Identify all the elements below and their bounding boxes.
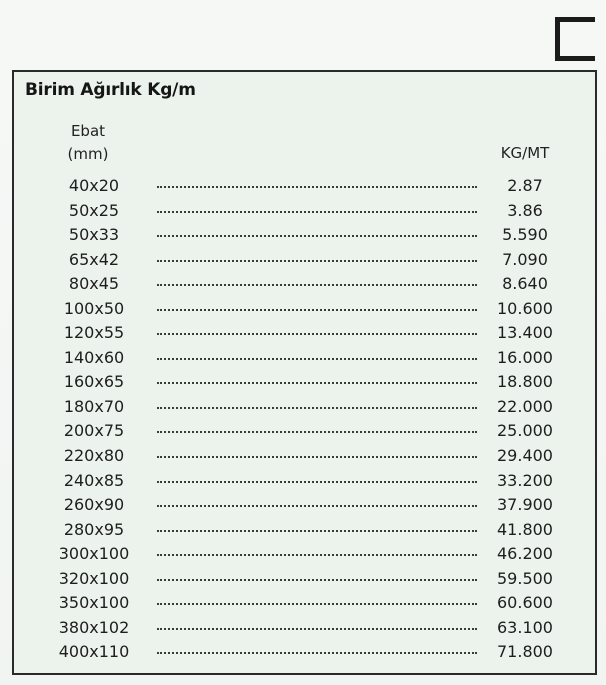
row-weight: 59.500 [497, 568, 553, 588]
dot-leader [157, 456, 477, 458]
weight-table-panel [12, 70, 597, 675]
table-row [14, 639, 595, 664]
dot-leader [157, 382, 477, 384]
channel-profile-icon [555, 17, 595, 61]
table-row [14, 296, 595, 321]
table-body [14, 173, 595, 664]
row-size: 300x100 [58, 544, 130, 564]
row-weight: 7.090 [502, 249, 548, 269]
row-size: 40x20 [68, 176, 120, 195]
table-row [14, 173, 595, 198]
dot-leader [157, 505, 477, 507]
dot-leader [157, 407, 477, 409]
dot-leader [157, 186, 477, 188]
dot-leader [157, 358, 477, 360]
size-column-header [58, 120, 118, 166]
row-weight: 33.200 [497, 470, 553, 490]
table-row [14, 590, 595, 615]
row-weight: 60.600 [497, 593, 553, 613]
row-size: 100x50 [63, 298, 125, 318]
table-row [14, 247, 595, 272]
row-size: 65x42 [68, 249, 120, 269]
row-size: 80x45 [68, 274, 120, 294]
table-row [14, 443, 595, 468]
row-weight: 18.800 [497, 372, 553, 392]
table-row [14, 345, 595, 370]
row-size: 50x33 [68, 225, 120, 245]
table-row [14, 566, 595, 591]
row-weight: 46.200 [497, 544, 553, 564]
size-header-unit: (mm) [67, 145, 109, 163]
dot-leader [157, 579, 477, 581]
row-weight: 22.000 [497, 396, 553, 416]
row-weight: 13.400 [497, 323, 553, 343]
row-weight: 2.87 [507, 176, 543, 195]
row-size: 280x95 [63, 519, 125, 539]
size-header-label: Ebat [70, 122, 106, 140]
table-row [14, 615, 595, 640]
row-weight: 71.800 [497, 642, 553, 662]
weight-column-header: KG/MT [500, 144, 550, 162]
table-row [14, 320, 595, 345]
row-size: 400x110 [58, 642, 130, 662]
row-size: 220x80 [63, 446, 125, 466]
row-weight: 10.600 [497, 298, 553, 318]
dot-leader [157, 309, 477, 311]
dot-leader [157, 211, 477, 213]
table-row [14, 271, 595, 296]
row-size: 200x75 [63, 421, 125, 441]
row-weight: 8.640 [502, 274, 548, 294]
row-weight: 16.000 [497, 347, 553, 367]
table-row [14, 369, 595, 394]
table-row [14, 394, 595, 419]
dot-leader [157, 554, 477, 556]
dot-leader [157, 235, 477, 237]
row-size: 320x100 [58, 568, 130, 588]
table-row [14, 468, 595, 493]
dot-leader [157, 260, 477, 262]
row-weight: 5.590 [502, 225, 548, 245]
dot-leader [157, 628, 477, 630]
table-row [14, 541, 595, 566]
row-size: 160x65 [63, 372, 125, 392]
table-row [14, 517, 595, 542]
dot-leader [157, 284, 477, 286]
row-size: 240x85 [63, 470, 125, 490]
dot-leader [157, 481, 477, 483]
row-size: 380x102 [58, 617, 130, 637]
dot-leader [157, 603, 477, 605]
row-size: 140x60 [63, 347, 125, 367]
table-row [14, 418, 595, 443]
table-row [14, 198, 595, 223]
row-weight: 63.100 [497, 617, 553, 637]
row-size: 50x25 [68, 200, 120, 220]
row-weight: 25.000 [497, 421, 553, 441]
row-size: 120x55 [63, 323, 125, 343]
dot-leader [157, 333, 477, 335]
dot-leader [157, 530, 477, 532]
row-weight: 3.86 [507, 200, 543, 220]
row-size: 260x90 [63, 495, 125, 515]
table-row [14, 222, 595, 247]
row-weight: 41.800 [497, 519, 553, 539]
table-row [14, 492, 595, 517]
dot-leader [157, 431, 477, 433]
table-title: Birim Ağırlık Kg/m [25, 80, 196, 100]
row-weight: 29.400 [497, 446, 553, 466]
row-weight: 37.900 [497, 495, 553, 515]
row-size: 180x70 [63, 396, 125, 416]
dot-leader [157, 652, 477, 654]
row-size: 350x100 [58, 593, 130, 613]
